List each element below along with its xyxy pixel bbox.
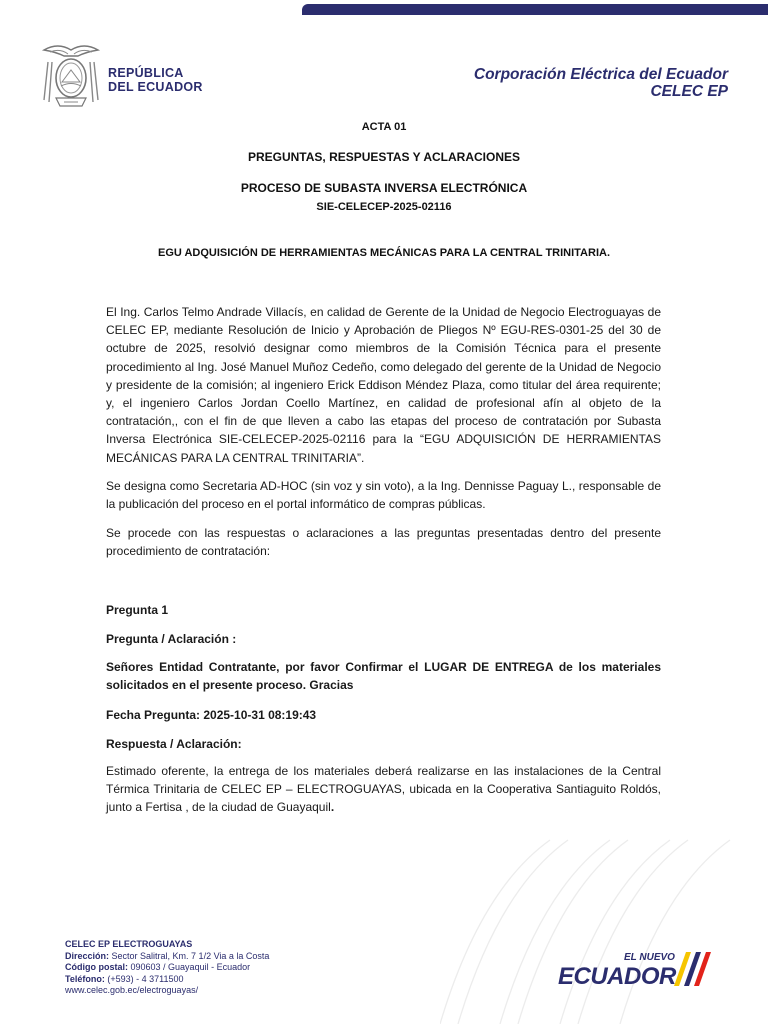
preguntas-title: PREGUNTAS, RESPUESTAS Y ACLARACIONES [247, 150, 521, 164]
republica-ecuador-wordmark [108, 66, 203, 94]
question-date: Fecha Pregunta: 2025-10-31 08:19:43 [106, 708, 317, 722]
postal-value: 090603 / Guayaquil - Ecuador [130, 962, 251, 972]
address-label: Dirección: [65, 950, 110, 961]
footer-phone-line [65, 974, 269, 986]
question-label: Pregunta / Aclaración : [106, 632, 237, 646]
intro-paragraph: El Ing. Carlos Telmo Andrade Villacís, en calidad de Gerente de la Unidad de Negocio Electroguayas de CELEC EP, mediante Resolución de Inicio y Aprobación de Pliegos Nº EGU-RES-0301-25 del 30 de octubre de 2025, resolvió designar como miembros de la Comisión Técnica para el presente procedimiento al Ing. José Manuel Muñoz Cedeño, como delegado del gerente de la Unidad de Negocio y presidente de la comisión; al ingeniero Erick Eddison Méndez Plaza, como titular del área requirente; y, el ingeniero Carlos Jordan Coello Martínez, en calidad de profesional afín al objeto de la contratación,, con el fin de que lleven a cabo las etapas del proceso de contratación por Subasta Inversa Electrónica SIE-CELECEP-2025-02116 para la “EGU ADQUISICIÓN DE HERRAMIENTAS MECÁNICAS PARA LA CENTRAL TRINITARIA”. [106, 305, 661, 465]
acta-title: ACTA 01 [361, 121, 407, 133]
corporation-line2: CELEC EP [650, 83, 728, 100]
postal-label: Código postal: [65, 962, 128, 972]
phone-label: Teléfono: [65, 973, 105, 984]
proceso-title: PROCESO DE SUBASTA INVERSA ELECTRÓNICA [240, 181, 528, 195]
footer-contact [65, 939, 269, 997]
logo-line1: EL NUEVO [624, 952, 675, 963]
answer-text [106, 762, 661, 817]
header-accent-bar [302, 4, 768, 15]
el-nuevo-ecuador-logo [556, 946, 716, 992]
corporation-name [474, 66, 728, 100]
answer-end: . [330, 800, 335, 815]
answer-label: Respuesta / Aclaración: [106, 737, 242, 751]
process-code: SIE-CELECEP-2025-02116 [316, 201, 452, 213]
procedure-paragraph: Se procede con las respuestas o aclaraciones a las preguntas presentadas dentro del presente procedimiento de contratación: [106, 526, 661, 559]
answer-body: Estimado oferente, la entrega de los materiales deberá realizarse en las instalaciones de la Central Térmica Trinitaria de CELEC EP – ELECTROGUAYAS, ubicada en la Cooperativa Santiaguito Roldós, junto a Fertisa , de la ciudad de Guayaquil [106, 764, 661, 815]
question-text: Señores Entidad Contratante, por favor Confirmar el LUGAR DE ENTREGA de los materiales solicitados en el presente proceso. Gracias [106, 660, 661, 693]
republica-line2: DEL ECUADOR [108, 80, 203, 94]
corporation-line1: Corporación Eléctrica del Ecuador [473, 66, 728, 83]
decorative-watermark-lines [440, 830, 740, 1024]
question-number: Pregunta 1 [106, 603, 169, 617]
footer-postal-line [65, 962, 269, 974]
footer-org: CELEC EP ELECTROGUAYAS [65, 939, 193, 949]
coat-of-arms-icon [40, 40, 102, 110]
object-title: EGU ADQUISICIÓN DE HERRAMIENTAS MECÁNICAS PARA LA CENTRAL TRINITARIA. [157, 247, 611, 259]
footer-website: www.celec.gob.ec/electroguayas/ [65, 985, 199, 995]
footer-address-line [65, 951, 269, 963]
republica-line1: REPÚBLICA [108, 66, 184, 80]
address-value: Sector Salitral, Km. 7 1/2 Via a la Costa [111, 950, 270, 961]
phone-value: (+593) - 4 3711500 [107, 973, 184, 984]
secretary-paragraph: Se designa como Secretaria AD-HOC (sin voz y sin voto), a la Ing. Dennisse Paguay L., responsable de la publicación del proceso en el portal informático de compras públicas. [106, 479, 661, 512]
logo-line2: ECUADOR [558, 963, 676, 990]
